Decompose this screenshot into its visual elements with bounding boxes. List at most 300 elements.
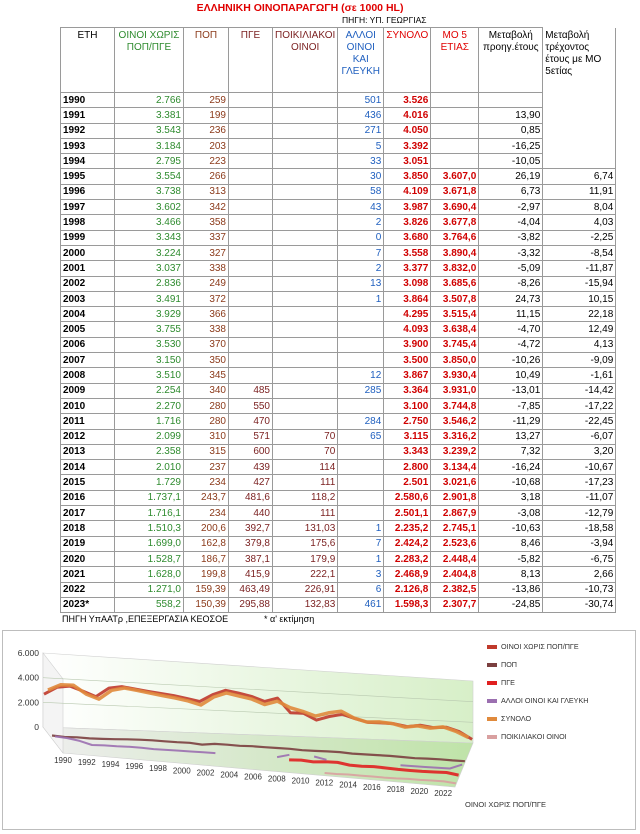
cell-year: 2018 <box>61 521 115 536</box>
cell-change-prev: 0,85 <box>479 123 543 138</box>
cell-five-yr-avg: 3.764,6 <box>431 230 479 245</box>
cell-five-yr-avg: 3.638,4 <box>431 322 479 337</box>
cell-change-avg: -12,79 <box>543 506 616 521</box>
table-row <box>61 215 616 230</box>
cell-pgi: 600 <box>229 444 273 459</box>
cell-year: 2014 <box>61 460 115 475</box>
cell-pgi: 463,49 <box>229 582 273 597</box>
page-title: ΕΛΛΗΝΙΚΗ ΟΙΝΟΠΑΡΑΓΩΓΗ (σε 1000 HL) <box>196 2 404 14</box>
cell-no-pdo-pgi: 2.766 <box>115 93 184 108</box>
cell-pdo: 280 <box>184 398 229 413</box>
cell-year: 2016 <box>61 490 115 505</box>
x-tick-label: 2014 <box>339 780 357 790</box>
header-other-wines: ΑΛΛΟΙ ΟΙΝΟΙ ΚΑΙ ΓΛΕΥΚΗ <box>338 28 384 93</box>
cell-change-prev <box>479 93 543 108</box>
cell-five-yr-avg: 2.448,4 <box>431 551 479 566</box>
cell-five-yr-avg: 2.307,7 <box>431 597 479 612</box>
cell-change-avg: -22,45 <box>543 414 616 429</box>
cell-other-wines <box>338 490 384 505</box>
cell-no-pdo-pgi: 3.224 <box>115 245 184 260</box>
table-row <box>61 521 616 536</box>
cell-change-prev: 8,46 <box>479 536 543 551</box>
y-tick-label: 2.000 <box>17 697 39 708</box>
legend-label: ΠΟΠ <box>501 660 517 669</box>
cell-varietal: 179,9 <box>273 551 338 566</box>
cell-five-yr-avg: 3.546,2 <box>431 414 479 429</box>
cell-varietal <box>273 245 338 260</box>
cell-year: 1995 <box>61 169 115 184</box>
cell-varietal <box>273 276 338 291</box>
cell-pgi: 379,8 <box>229 536 273 551</box>
cell-pdo: 350 <box>184 353 229 368</box>
cell-change-avg: -10,67 <box>543 460 616 475</box>
cell-no-pdo-pgi: 3.150 <box>115 353 184 368</box>
cell-pgi: 571 <box>229 429 273 444</box>
x-tick-label: 2010 <box>291 776 310 786</box>
cell-change-avg: -6,07 <box>543 429 616 444</box>
cell-no-pdo-pgi: 3.343 <box>115 230 184 245</box>
cell-pgi: 392,7 <box>229 521 273 536</box>
table-row <box>61 200 616 215</box>
cell-change-avg: -17,23 <box>543 475 616 490</box>
cell-year: 2004 <box>61 307 115 322</box>
footer-source: ΠΗΓΗ ΥπΑΑΤρ ,ΕΠΕΞΕΡΓΑΣΙΑ ΚΕΟΣΟΕ <box>62 614 229 624</box>
cell-no-pdo-pgi: 1.716,1 <box>115 506 184 521</box>
header-no-pdo-pgi: ΟΙΝΟΙ ΧΩΡΙΣ ΠΟΠ/ΠΓΕ <box>115 28 184 93</box>
cell-total: 2.235,2 <box>384 521 431 536</box>
cell-other-wines: 13 <box>338 276 384 291</box>
header-varietal: ΠΟΙΚΙΛΙΑΚΟΙ ΟΙΝΟΙ <box>273 28 338 93</box>
cell-total: 2.126,8 <box>384 582 431 597</box>
cell-change-avg <box>543 108 616 123</box>
cell-other-wines: 1 <box>338 291 384 306</box>
cell-total: 3.377 <box>384 261 431 276</box>
table-row <box>61 93 616 108</box>
header-pgi: ΠΓΕ <box>229 28 273 93</box>
cell-pdo: 337 <box>184 230 229 245</box>
cell-year: 2020 <box>61 551 115 566</box>
cell-pdo: 370 <box>184 337 229 352</box>
cell-no-pdo-pgi: 2.795 <box>115 154 184 169</box>
cell-no-pdo-pgi: 3.184 <box>115 138 184 153</box>
cell-total: 3.864 <box>384 291 431 306</box>
production-table <box>60 27 616 613</box>
table-row <box>61 429 616 444</box>
cell-pgi: 440 <box>229 506 273 521</box>
cell-varietal <box>273 169 338 184</box>
cell-pgi <box>229 337 273 352</box>
cell-pgi <box>229 200 273 215</box>
cell-pgi: 550 <box>229 398 273 413</box>
cell-varietal: 70 <box>273 429 338 444</box>
cell-no-pdo-pgi: 1.716 <box>115 414 184 429</box>
cell-change-avg: -2,25 <box>543 230 616 245</box>
cell-year: 2022 <box>61 582 115 597</box>
cell-year: 1991 <box>61 108 115 123</box>
legend-swatch <box>487 699 497 703</box>
cell-pgi: 485 <box>229 383 273 398</box>
cell-pdo: 249 <box>184 276 229 291</box>
header-years: ΕΤΗ <box>61 28 115 93</box>
table-row <box>61 108 616 123</box>
cell-other-wines: 1 <box>338 551 384 566</box>
cell-change-prev: 7,32 <box>479 444 543 459</box>
cell-five-yr-avg: 3.690,4 <box>431 200 479 215</box>
cell-five-yr-avg <box>431 154 479 169</box>
cell-total: 3.100 <box>384 398 431 413</box>
cell-other-wines: 65 <box>338 429 384 444</box>
cell-change-avg <box>543 154 616 169</box>
cell-year: 2008 <box>61 368 115 383</box>
cell-pgi <box>229 169 273 184</box>
x-tick-label: 2016 <box>362 782 381 792</box>
cell-change-prev: 13,27 <box>479 429 543 444</box>
header-total: ΣΥΝΟΛΟ <box>384 28 431 93</box>
cell-five-yr-avg: 2.901,8 <box>431 490 479 505</box>
production-chart <box>3 631 635 829</box>
cell-change-avg: 12,49 <box>543 322 616 337</box>
cell-other-wines: 1 <box>338 521 384 536</box>
cell-five-yr-avg: 3.515,4 <box>431 307 479 322</box>
cell-no-pdo-pgi: 2.254 <box>115 383 184 398</box>
cell-change-avg <box>543 93 616 108</box>
y-tick-label: 6.000 <box>17 648 39 658</box>
table-row <box>61 460 616 475</box>
cell-change-avg: -18,58 <box>543 521 616 536</box>
cell-five-yr-avg: 3.671,8 <box>431 184 479 199</box>
cell-varietal: 114 <box>273 460 338 475</box>
cell-change-prev: -7,85 <box>479 398 543 413</box>
cell-varietal <box>273 414 338 429</box>
cell-year: 2002 <box>61 276 115 291</box>
cell-five-yr-avg: 2.523,6 <box>431 536 479 551</box>
cell-other-wines <box>338 353 384 368</box>
cell-no-pdo-pgi: 1.737,1 <box>115 490 184 505</box>
cell-other-wines: 5 <box>338 138 384 153</box>
cell-five-yr-avg: 2.867,9 <box>431 506 479 521</box>
cell-change-avg: -11,07 <box>543 490 616 505</box>
cell-pgi: 387,1 <box>229 551 273 566</box>
cell-change-prev: -5,82 <box>479 551 543 566</box>
cell-change-avg: -17,22 <box>543 398 616 413</box>
cell-varietal <box>273 322 338 337</box>
x-tick-label: 2000 <box>172 766 191 776</box>
cell-change-prev: -4,70 <box>479 322 543 337</box>
cell-pgi <box>229 230 273 245</box>
x-tick-label: 1998 <box>149 764 167 774</box>
cell-other-wines: 58 <box>338 184 384 199</box>
cell-change-avg: -6,75 <box>543 551 616 566</box>
cell-other-wines: 461 <box>338 597 384 612</box>
x-tick-label: 1996 <box>125 762 144 772</box>
cell-change-avg: -15,94 <box>543 276 616 291</box>
cell-total: 2.283,2 <box>384 551 431 566</box>
cell-change-prev: -3,32 <box>479 245 543 260</box>
table-row <box>61 398 616 413</box>
cell-year: 1997 <box>61 200 115 215</box>
legend-swatch <box>487 717 497 721</box>
depth-axis-label: ΟΙΝΟΙ ΧΩΡΙΣ ΠΟΠ/ΠΓΕ <box>465 800 547 809</box>
table-header-row <box>61 28 616 93</box>
cell-varietal <box>273 368 338 383</box>
cell-change-prev: -11,29 <box>479 414 543 429</box>
cell-no-pdo-pgi: 3.554 <box>115 169 184 184</box>
cell-pgi <box>229 93 273 108</box>
x-tick-label: 2002 <box>196 768 215 778</box>
cell-five-yr-avg: 3.677,8 <box>431 215 479 230</box>
cell-total: 2.501,1 <box>384 506 431 521</box>
cell-year: 2000 <box>61 245 115 260</box>
cell-varietal <box>273 108 338 123</box>
x-tick-label: 2018 <box>386 784 405 794</box>
cell-varietal <box>273 215 338 230</box>
cell-no-pdo-pgi: 3.510 <box>115 368 184 383</box>
cell-total: 3.051 <box>384 154 431 169</box>
cell-varietal <box>273 93 338 108</box>
cell-varietal: 111 <box>273 475 338 490</box>
cell-change-avg: -30,74 <box>543 597 616 612</box>
table-row <box>61 261 616 276</box>
cell-other-wines: 284 <box>338 414 384 429</box>
cell-total: 4.109 <box>384 184 431 199</box>
cell-varietal <box>273 261 338 276</box>
cell-five-yr-avg: 3.239,2 <box>431 444 479 459</box>
table-row <box>61 567 616 582</box>
cell-change-avg: -9,09 <box>543 353 616 368</box>
cell-pdo: 162,8 <box>184 536 229 551</box>
cell-pdo: 358 <box>184 215 229 230</box>
cell-five-yr-avg: 3.931,0 <box>431 383 479 398</box>
x-tick-label: 2004 <box>220 770 239 780</box>
cell-total: 4.295 <box>384 307 431 322</box>
cell-year: 1990 <box>61 93 115 108</box>
cell-pgi <box>229 138 273 153</box>
cell-other-wines: 501 <box>338 93 384 108</box>
cell-total: 4.093 <box>384 322 431 337</box>
cell-five-yr-avg <box>431 123 479 138</box>
cell-year: 2017 <box>61 506 115 521</box>
x-tick-label: 1994 <box>101 760 120 770</box>
cell-year: 2013 <box>61 444 115 459</box>
cell-five-yr-avg <box>431 108 479 123</box>
table-row <box>61 551 616 566</box>
x-tick-label: 1990 <box>54 756 72 765</box>
cell-year: 1998 <box>61 215 115 230</box>
table-row <box>61 307 616 322</box>
cell-pgi: 427 <box>229 475 273 490</box>
cell-five-yr-avg: 3.745,4 <box>431 337 479 352</box>
cell-year: 2021 <box>61 567 115 582</box>
footer-note: * α' εκτίμηση <box>264 614 315 624</box>
cell-no-pdo-pgi: 3.037 <box>115 261 184 276</box>
cell-pdo: 259 <box>184 93 229 108</box>
cell-change-prev: 11,15 <box>479 307 543 322</box>
cell-no-pdo-pgi: 2.836 <box>115 276 184 291</box>
cell-varietal <box>273 337 338 352</box>
cell-varietal <box>273 230 338 245</box>
cell-pgi: 481,6 <box>229 490 273 505</box>
cell-varietal <box>273 291 338 306</box>
cell-pdo: 234 <box>184 506 229 521</box>
cell-pdo: 342 <box>184 200 229 215</box>
cell-other-wines: 3 <box>338 567 384 582</box>
cell-year: 2010 <box>61 398 115 413</box>
legend-label: ΑΛΛΟΙ ΟΙΝΟΙ ΚΑΙ ΓΛΕΥΚΗ <box>501 696 589 705</box>
legend-swatch <box>487 663 497 667</box>
x-tick-label: 2012 <box>315 778 334 788</box>
cell-total: 3.526 <box>384 93 431 108</box>
x-tick-label: 2006 <box>244 772 262 782</box>
cell-pgi: 415,9 <box>229 567 273 582</box>
cell-no-pdo-pgi: 1.510,3 <box>115 521 184 536</box>
legend-label: ΠΓΕ <box>501 678 515 687</box>
cell-pgi <box>229 215 273 230</box>
cell-pgi <box>229 322 273 337</box>
cell-pgi <box>229 291 273 306</box>
cell-varietal: 131,03 <box>273 521 338 536</box>
table-row <box>61 154 616 169</box>
cell-no-pdo-pgi: 3.543 <box>115 123 184 138</box>
table-row <box>61 597 616 612</box>
cell-total: 3.680 <box>384 230 431 245</box>
cell-total: 3.987 <box>384 200 431 215</box>
cell-year: 2015 <box>61 475 115 490</box>
cell-change-prev: -4,04 <box>479 215 543 230</box>
cell-change-avg <box>543 138 616 153</box>
cell-pdo: 237 <box>184 460 229 475</box>
cell-no-pdo-pgi: 3.738 <box>115 184 184 199</box>
table-body <box>61 93 616 613</box>
cell-five-yr-avg: 3.930,4 <box>431 368 479 383</box>
table-row <box>61 490 616 505</box>
cell-change-avg: -8,54 <box>543 245 616 260</box>
cell-change-prev: -3,08 <box>479 506 543 521</box>
cell-pdo: 266 <box>184 169 229 184</box>
cell-varietal <box>273 383 338 398</box>
cell-total: 2.468,9 <box>384 567 431 582</box>
cell-pdo: 313 <box>184 184 229 199</box>
cell-pgi <box>229 154 273 169</box>
cell-pdo: 159,39 <box>184 582 229 597</box>
cell-no-pdo-pgi: 3.755 <box>115 322 184 337</box>
cell-pdo: 150,39 <box>184 597 229 612</box>
cell-change-prev: -5,09 <box>479 261 543 276</box>
table-row <box>61 337 616 352</box>
cell-varietal <box>273 398 338 413</box>
table-row <box>61 169 616 184</box>
cell-no-pdo-pgi: 3.491 <box>115 291 184 306</box>
cell-change-avg: 8,04 <box>543 200 616 215</box>
cell-change-prev: -10,05 <box>479 154 543 169</box>
cell-pdo: 345 <box>184 368 229 383</box>
cell-change-avg: -1,61 <box>543 368 616 383</box>
chart-frame <box>2 630 636 830</box>
legend-swatch <box>487 681 497 685</box>
cell-pgi <box>229 276 273 291</box>
cell-change-avg: -11,87 <box>543 261 616 276</box>
cell-change-avg: 10,15 <box>543 291 616 306</box>
cell-year: 1992 <box>61 123 115 138</box>
cell-other-wines <box>338 398 384 413</box>
cell-pdo: 366 <box>184 307 229 322</box>
cell-total: 4.016 <box>384 108 431 123</box>
cell-change-prev: -24,85 <box>479 597 543 612</box>
cell-change-prev: 26,19 <box>479 169 543 184</box>
cell-other-wines <box>338 506 384 521</box>
table-row <box>61 322 616 337</box>
cell-change-prev: -10,26 <box>479 353 543 368</box>
cell-change-avg: 2,66 <box>543 567 616 582</box>
cell-other-wines <box>338 307 384 322</box>
cell-change-prev: -3,82 <box>479 230 543 245</box>
cell-pdo: 186,7 <box>184 551 229 566</box>
cell-other-wines: 33 <box>338 154 384 169</box>
cell-change-prev: 13,90 <box>479 108 543 123</box>
cell-other-wines: 7 <box>338 245 384 260</box>
cell-change-prev: -10,68 <box>479 475 543 490</box>
cell-varietal <box>273 154 338 169</box>
cell-year: 2012 <box>61 429 115 444</box>
cell-varietal: 222,1 <box>273 567 338 582</box>
source-note: ΠΗΓΗ: ΥΠ. ΓΕΩΡΓΙΑΣ <box>342 15 427 25</box>
y-tick-label: 4.000 <box>17 672 39 683</box>
cell-total: 2.501 <box>384 475 431 490</box>
cell-five-yr-avg: 2.745,1 <box>431 521 479 536</box>
cell-other-wines: 2 <box>338 215 384 230</box>
table-row <box>61 444 616 459</box>
legend-swatch <box>487 735 497 739</box>
cell-other-wines: 12 <box>338 368 384 383</box>
table-row <box>61 245 616 260</box>
cell-pdo: 234 <box>184 475 229 490</box>
cell-no-pdo-pgi: 2.010 <box>115 460 184 475</box>
cell-pgi <box>229 184 273 199</box>
cell-change-avg: 11,91 <box>543 184 616 199</box>
table-row <box>61 230 616 245</box>
cell-total: 2.800 <box>384 460 431 475</box>
cell-pdo: 338 <box>184 322 229 337</box>
cell-total: 3.900 <box>384 337 431 352</box>
cell-change-avg: 3,20 <box>543 444 616 459</box>
table-row <box>61 184 616 199</box>
cell-other-wines <box>338 475 384 490</box>
cell-pgi <box>229 353 273 368</box>
cell-year: 2003 <box>61 291 115 306</box>
cell-other-wines <box>338 460 384 475</box>
cell-other-wines: 0 <box>338 230 384 245</box>
cell-pgi: 470 <box>229 414 273 429</box>
x-tick-label: 2022 <box>434 788 453 798</box>
table-row <box>61 475 616 490</box>
cell-total: 3.343 <box>384 444 431 459</box>
cell-no-pdo-pgi: 1.729 <box>115 475 184 490</box>
legend-label: ΠΟΙΚΙΛΙΑΚΟΙ ΟΙΝΟΙ <box>501 732 567 741</box>
cell-pdo: 338 <box>184 261 229 276</box>
cell-total: 4.050 <box>384 123 431 138</box>
cell-total: 3.392 <box>384 138 431 153</box>
cell-total: 3.558 <box>384 245 431 260</box>
cell-pgi <box>229 261 273 276</box>
cell-year: 1994 <box>61 154 115 169</box>
cell-other-wines <box>338 337 384 352</box>
cell-other-wines: 2 <box>338 261 384 276</box>
cell-year: 2001 <box>61 261 115 276</box>
cell-other-wines <box>338 444 384 459</box>
cell-pgi <box>229 108 273 123</box>
cell-pdo: 280 <box>184 414 229 429</box>
cell-varietal <box>273 353 338 368</box>
cell-total: 2.424,2 <box>384 536 431 551</box>
